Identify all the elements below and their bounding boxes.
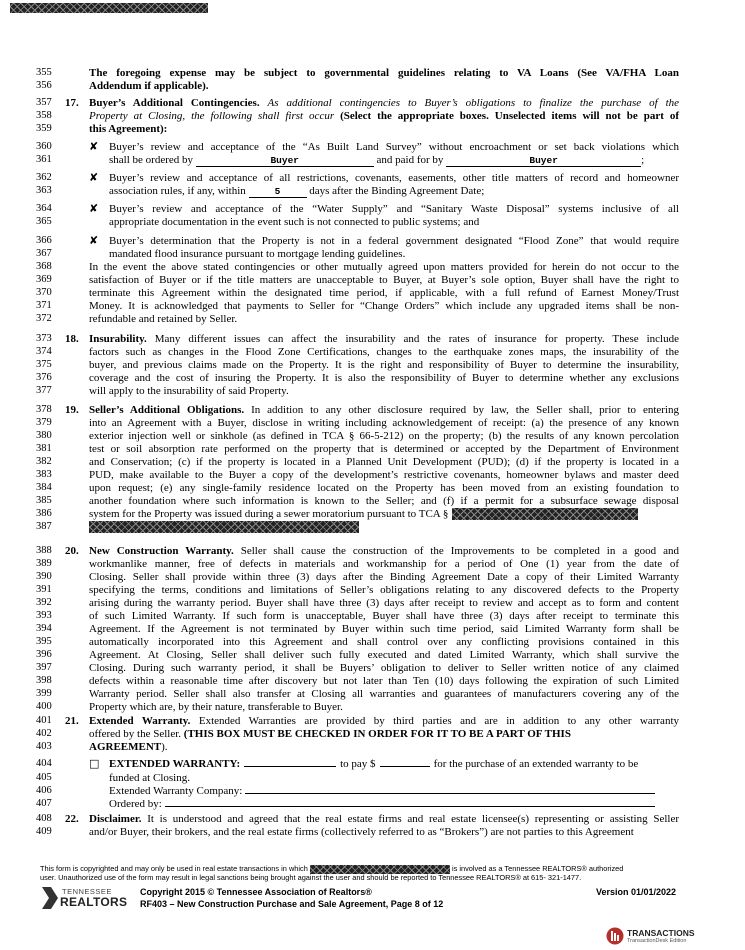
extended-warranty-checkbox[interactable]: □ [89,757,100,770]
line-number: 384 [36,482,52,493]
section-heading: Disclaimer. [89,813,142,825]
text: specifying the terms, conditions and limitations of Seller’s obligations relating to any discovered defects to the Property [89,584,679,596]
transactions-brand: TRANSACTIONS [627,928,695,938]
line-number: 363 [36,185,52,196]
text: another foundation where such information is known to the Seller; and (f) if a permit for a subsurface sewage disposal [89,495,679,507]
line-text [65,545,679,557]
line-text [89,508,679,520]
line-text [89,728,679,740]
text: ; [641,154,645,166]
section-heading: Insurability. [89,333,147,345]
line-text [109,154,679,167]
line-number: 368 [36,261,52,272]
line-number: 393 [36,610,52,621]
line-number: 381 [36,443,52,454]
text: and paid for by [376,154,444,166]
line-number: 376 [36,372,52,383]
line-number: 367 [36,248,52,259]
text: PUD, make available to the Buyer a copy of the development’s restrictive covenants, homeowner bylaws and master deed [89,469,679,481]
water-supply-checkbox[interactable]: ✘ [89,202,99,215]
bold-text: Addendum if applicable). [89,80,209,92]
line-number: 392 [36,597,52,608]
text: terminate this Agreement within the designated time period, if applicable, with a full refund of Earnest Money/Trust [89,287,679,299]
line-number: 389 [36,558,52,569]
line-number: 357 [36,97,52,108]
line-text [89,584,679,596]
text: satisfaction of Buyer or if the title matters are unacceptable to Buyer, at Buyer’s sole option, Buyer shall have the right to [89,274,679,286]
line-text [89,385,679,397]
survey-checkbox[interactable]: ✘ [89,140,99,153]
flood-zone-checkbox[interactable]: ✘ [89,234,99,247]
text: offered by the Seller. [89,728,182,740]
line-text [89,430,679,442]
text: Money. It is acknowledged that payments to Seller for “Change Orders” which include any upgraded items shall be non- [89,300,679,312]
redacted-tca-section [452,508,638,520]
line-text [89,521,679,536]
text: Agreement. At Closing, Seller shall deliver such fully executed and dated Limited Warranty, which shall survive the [89,649,679,661]
line-text [65,813,679,825]
text: Seller shall cause the construction of the Improvements to be completed in a good and [240,545,679,557]
text: days after the Binding Agreement Date; [309,185,485,197]
line-number: 386 [36,508,52,519]
line-text [89,649,679,661]
line-number: 379 [36,417,52,428]
warranty-ordered-by-field[interactable] [165,806,655,807]
bold-text: this Agreement): [89,123,168,135]
contingency-intro: As additional contingencies to Buyer’s obligations to finalize the purchase of the [267,97,680,109]
text: buyer, and previous claims made on the Property. It is the right and responsibility of Buyer to determine the insurability, [89,359,679,371]
survey-ordered-by-field[interactable]: Buyer [196,156,374,167]
line-text [89,372,679,384]
line-text [109,141,679,153]
section-number: 17. [65,97,79,109]
line-number: 390 [36,571,52,582]
text: exterior injection well or sinkhole (as defined in TCA § 66-5-212) on the property; (b) the results of any known percolation [89,430,679,442]
line-number: 374 [36,346,52,357]
text: will apply to the insurability of said Property. [89,385,289,397]
line-number: 398 [36,675,52,686]
line-text [89,571,679,583]
line-text [89,359,679,371]
section-heading: New Construction Warranty. [89,545,234,557]
text: Extended Warranty Company: [109,785,243,797]
text: and/or Buyer, their brokers, and the real estate firms (collectively referred to as “Brokers”) are not parties to this Agreement [89,826,634,838]
line-number: 399 [36,688,52,699]
line-text [89,274,679,286]
line-text [89,558,679,570]
text: upon request; (e) any single-family residence located on the Property has been moved from an existing foundation to [89,482,679,494]
text: In the event the above stated contingencies or other mutually agreed upon matters provided for herein do not occur to the [89,261,679,273]
redacted-tca-continuation [89,521,359,533]
line-text [89,456,679,468]
line-text [89,443,679,455]
line-number: 404 [36,758,52,769]
text: arising during the warranty period. Buyer shall have three (3) days after receipt to review and accept as to form and content [89,597,679,609]
line-number: 408 [36,813,52,824]
text: shall be ordered by [109,154,193,166]
review-days-field[interactable]: 5 [249,187,307,198]
line-number: 359 [36,123,52,134]
line-number: 403 [36,741,52,752]
line-number: 366 [36,235,52,246]
text: appropriate documentation in the event such is not connected to public systems; and [109,216,480,228]
text: refundable and retained by Seller. [89,313,238,325]
contingency-intro-cont: Property at Closing, the following shall first occur [89,110,335,122]
line-text [89,636,679,648]
line-text [109,772,679,784]
restrictions-checkbox[interactable]: ✘ [89,171,99,184]
line-text [89,261,679,273]
line-number: 371 [36,300,52,311]
realtors-chevron-icon [42,887,58,909]
text: Buyer’s review and acceptance of the “As Built Land Survey” without encroachment or set back violations which [109,141,679,153]
section-heading: Extended Warranty. [89,715,191,727]
line-number: 400 [36,701,52,712]
line-number: 375 [36,359,52,370]
line-text [89,701,679,713]
line-number: 365 [36,216,52,227]
redacted-header [10,3,208,13]
transactions-logo [606,927,726,947]
checkbox-requirement: (THIS BOX MUST BE CHECKED IN ORDER FOR IT TO BE A PART OF THIS [183,728,571,740]
line-number: 373 [36,333,52,344]
text: factors such as changes in the Flood Zone Certifications, changes to the earthquake zones maps, the insurability of the [89,346,679,358]
text: into an Agreement with a Buyer, disclose in writing including acknowledgement of receipt: (a) the presence of any known [89,417,679,429]
footer-copyright-notice-2: user. Unauthorized use of the form may result in legal sanctions being brought against the user and should be reported to Tennessee REALTORS® at 615- 321-1477. [40,873,582,882]
line-number: 409 [36,826,52,837]
line-text [109,203,679,215]
line-text [89,67,679,79]
line-number: 406 [36,785,52,796]
survey-paid-by-field[interactable]: Buyer [446,156,641,167]
extended-warranty-amount-field[interactable] [380,766,430,767]
section-number: 22. [65,813,79,825]
text: of such Limited Warranty. If such form is unacceptable, Buyer shall have three (3) days after receipt to terminate this [89,610,679,622]
text: mandated flood insurance pursuant to mortgage lending guidelines. [109,248,406,260]
text: Buyer’s review and acceptance of the “Water Supply” and “Sanitary Waste Disposal” systems inclusive of all [109,203,679,215]
line-number: 362 [36,172,52,183]
logo-text-bottom: REALTORS [60,895,128,909]
text: for the purchase of an extended warranty to be [433,758,639,770]
line-number: 391 [36,584,52,595]
line-text [109,798,679,810]
tennessee-realtors-logo [42,885,128,911]
text: Buyer’s review and acceptance of all restrictions, covenants, easements, other title matters of record and homeowner [109,172,679,184]
line-text [89,662,679,674]
line-text [89,610,679,622]
line-text [89,623,679,635]
line-number: 388 [36,545,52,556]
transactions-logo-icon [606,927,624,945]
line-number: 361 [36,154,52,165]
text: coverage and the cost of insuring the Property. It is also the responsibility of Buyer to determine whether any exclusions [89,372,679,384]
line-text [89,688,679,700]
line-text [109,172,679,184]
section-heading: Buyer’s Additional Contingencies. [89,97,260,109]
text: Property which are, by their nature, transferable to Buyer. [89,701,343,713]
line-number: 377 [36,385,52,396]
text: Buyer’s determination that the Property is not in a federal government designated “Flood Zone” that would require [109,235,679,247]
line-text [89,826,679,838]
text: to pay $ [340,758,376,770]
text: and Conservation; (c) if the property is located in a Planned Unit Development (PUD); (d) if the property is located in a [89,456,679,468]
line-text [65,404,679,416]
text: association rules, if any, within [109,185,246,197]
line-number: 387 [36,521,52,532]
line-text [89,482,679,494]
line-text [65,97,680,109]
section-number: 18. [65,333,79,345]
line-number: 401 [36,715,52,726]
checkbox-requirement: AGREEMENT [89,741,162,753]
line-text [89,80,679,92]
version-line: Version 01/01/2022 [596,887,677,897]
line-text [109,785,679,797]
extended-warranty-party-field[interactable] [244,766,336,767]
line-text [89,675,679,687]
text: In addition to any other disclosure required by law, the Seller shall, prior to entering [251,404,679,416]
line-number: 394 [36,623,52,634]
line-number: 382 [36,456,52,467]
section-number: 19. [65,404,79,416]
transactions-subtitle: TransactionDesk Edition [627,938,687,944]
text: ). [161,741,168,753]
text: Closing. Seller shall provide within three (3) days after the Binding Agreement Date a copy of their Limited Warranty [89,571,679,583]
line-text [65,715,679,727]
section-heading: Seller’s Additional Obligations. [89,404,245,416]
line-number: 407 [36,798,52,809]
bold-text: The foregoing expense may be subject to governmental guidelines relating to VA Loans (See VA/FHA Loan [89,67,679,79]
line-text [89,741,679,753]
line-text [89,287,679,299]
line-number: 360 [36,141,52,152]
text: funded at Closing. [109,772,190,784]
line-number: 369 [36,274,52,285]
text: workmanlike manner, free of defects in materials and workmanship for a period of One (1) year from the date of [89,558,679,570]
line-text [65,333,679,345]
extended-warranty-label: EXTENDED WARRANTY: [109,758,241,770]
line-text [89,300,679,312]
line-number: 355 [36,67,52,78]
text: Closing. During such warranty period, it shall be Buyers’ obligation to deliver to Seller written notice of any claimed [89,662,679,674]
line-text [109,185,679,198]
section-number: 21. [65,715,79,727]
section-number: 20. [65,545,79,557]
line-text [89,313,679,325]
footer-copyright-notice-1: This form is copyrighted and may only be used in real estate transactions in which is involved as a Tennessee REALTORS® authorized [40,864,624,873]
text: Ordered by: [109,798,162,810]
line-text [109,758,679,770]
line-text [89,597,679,609]
text: It is understood and agreed that the real estate firms and real estate licensee(s) representing or assisting Seller [147,813,679,825]
select-boxes-instruction: (Select the appropriate boxes. Unselected items will not be part of [340,110,679,122]
logo-text-top: TENNESSEE [62,887,112,896]
text: defects within a reasonable time after discovery but not later than Ten (10) days following the expiration of such Limited [89,675,679,687]
line-text [109,248,679,260]
text: Agreement. If the Agreement is not terminated by Buyer within such time period, said Limited Warranty form shall be [89,623,679,635]
text: Warranty period. Seller shall also transfer at Closing all warranties and guarantees of manufacturers covering any of the [89,688,679,700]
warranty-company-field[interactable] [245,793,655,794]
line-number: 396 [36,649,52,660]
line-number: 385 [36,495,52,506]
text: Many different issues can affect the insurability and the rates of insurance for property. These include [154,333,679,345]
line-text [89,469,679,481]
line-number: 356 [36,80,52,91]
line-text [89,495,679,507]
text: Extended Warranties are provided by third parties and are in addition to any other warranty [198,715,679,727]
line-number: 372 [36,313,52,324]
line-number: 380 [36,430,52,441]
line-number: 364 [36,203,52,214]
line-text [109,216,679,228]
line-number: 383 [36,469,52,480]
text: system for the Property was issued during a sewer moratorium pursuant to TCA § [89,508,449,520]
line-number: 395 [36,636,52,647]
line-number: 378 [36,404,52,415]
line-number: 358 [36,110,52,121]
line-number: 370 [36,287,52,298]
line-number: 405 [36,772,52,783]
copyright-line: Copyright 2015 © Tennessee Association of Realtors® [140,887,372,897]
text: test or soil absorption rate performed on the property that is determined or accepted by the Department of Environment [89,443,679,455]
line-text [89,123,679,135]
line-text [89,417,679,429]
text: automatically incorporated into this Agreement and shall control over any conflicting provisions contained in this [89,636,679,648]
line-number: 402 [36,728,52,739]
line-text [109,235,679,247]
line-number: 397 [36,662,52,673]
line-text [89,346,679,358]
form-title-line: RF403 – New Construction Purchase and Sale Agreement, Page 8 of 12 [140,899,444,909]
line-text [89,110,679,122]
